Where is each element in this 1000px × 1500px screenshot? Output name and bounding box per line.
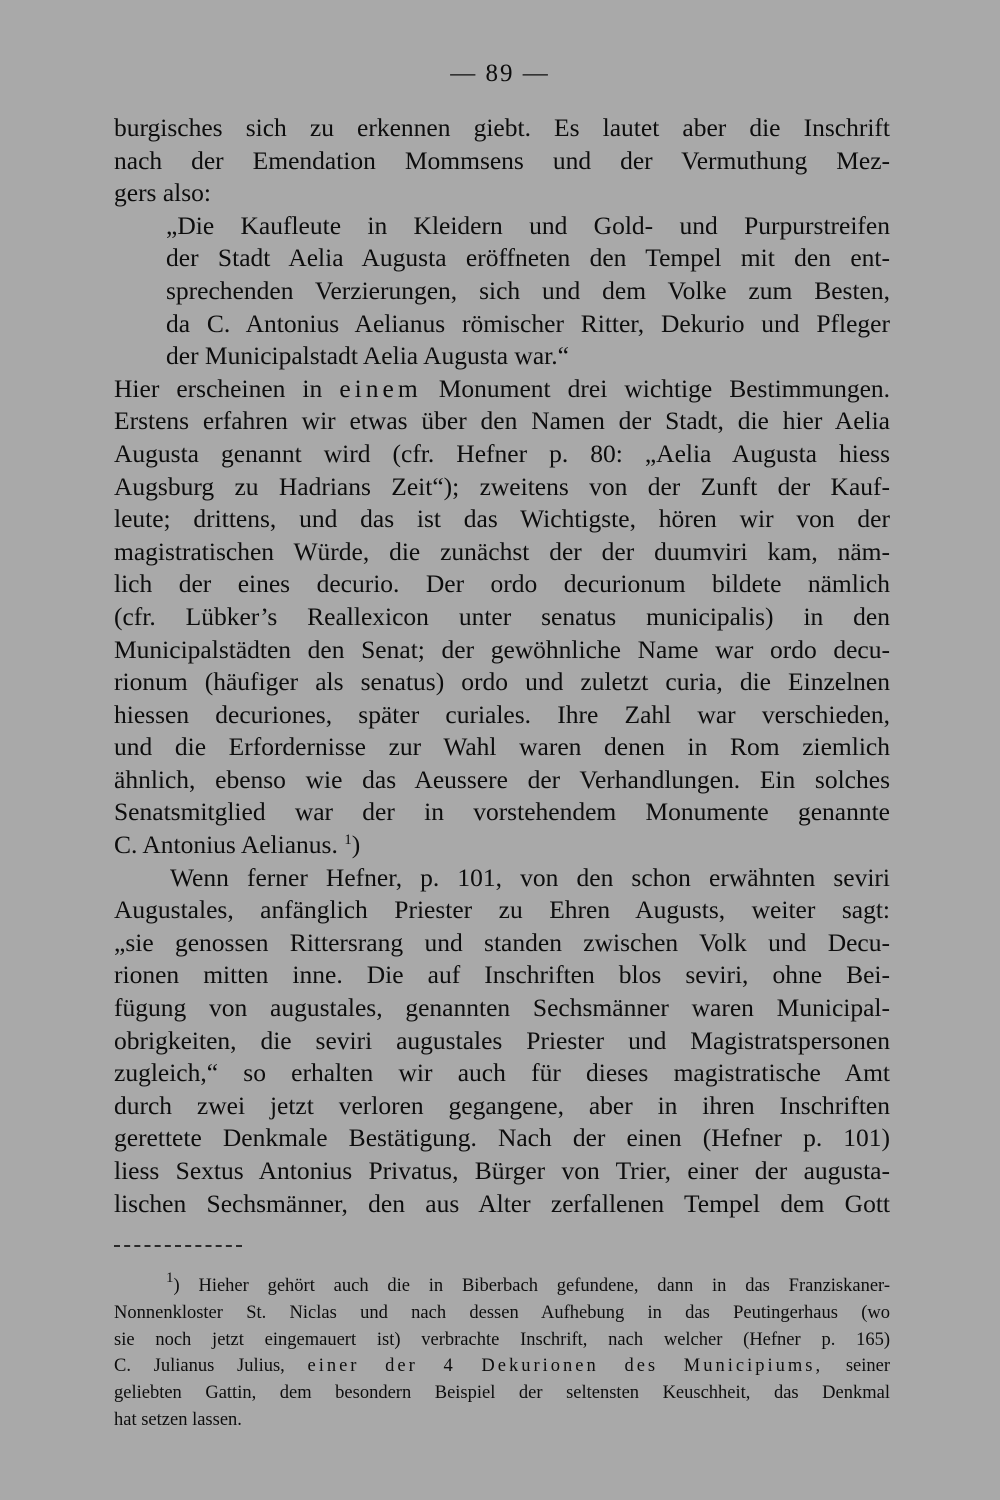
text-fragment: ) Hieher gehört auch die in Biberbach gefundene, dann in das Franziskaner- — [173, 1276, 890, 1296]
footnote-line: geliebten Gattin, dem besondern Beispiel der seltensten Keuschheit, das Denkmal — [114, 1383, 890, 1404]
emphasized-phrase: einer der 4 Dekurionen des Municipiums, — [307, 1356, 824, 1377]
text-line: magistratischen Würde, die zunächst der der duumviri kam, näm- — [114, 536, 890, 566]
footnote-line — [114, 1353, 890, 1380]
text-line: lich der eines decurio. Der ordo decurionum bildete nämlich — [114, 569, 890, 599]
text-fragment: C. Antonius Aelianus. — [114, 830, 338, 860]
text-line: rionen mitten inne. Die auf Inschriften blos seviri, ohne Bei- — [114, 960, 890, 990]
text-line: gers also: — [114, 178, 212, 208]
text-line: „sie genossen Rittersrang und standen zwischen Volk und Decu- — [114, 927, 890, 957]
text-line: lischen Sechsmänner, den aus Alter zerfallenen Tempel dem Gott — [114, 1188, 890, 1218]
text-line: obrigkeiten, die seviri augustales Priester und Magistratspersonen — [114, 1025, 890, 1055]
quote-line: da C. Antonius Aelianus römischer Ritter, Dekurio und Pfleger — [166, 308, 890, 338]
footnote-marker: 1 — [166, 1270, 174, 1286]
text-line: (cfr. Lübker’s Reallexicon unter senatus municipalis) in den — [114, 601, 890, 631]
text-line: burgisches sich zu erkennen giebt. Es lautet aber die Inschrift — [114, 113, 890, 142]
text-line: Wenn ferner Hefner, p. 101, von den schon erwähnten seviri — [170, 862, 890, 892]
page-number: — 89 — — [450, 60, 550, 87]
text-line: Augusta genannt wird (cfr. Hefner p. 80: „Aelia Augusta hiess — [114, 438, 890, 468]
footnote-line: hat setzen lassen. — [114, 1409, 242, 1430]
text-line: Senatsmitglied war der in vorstehendem Monumente genannte — [114, 797, 890, 827]
text-line: Municipalstädten den Senat; der gewöhnliche Name war ordo decu- — [114, 634, 890, 664]
text-line — [114, 373, 890, 406]
text-line: fügung von augustales, genannten Sechsmänner waren Municipal- — [114, 993, 890, 1023]
text-line: ähnlich, ebenso wie das Aeussere der Verhandlungen. Ein solches — [114, 764, 890, 794]
footnote — [114, 1270, 890, 1434]
quote-line: der Stadt Aelia Augusta eröffneten den Tempel mit den ent- — [166, 243, 890, 273]
text-line: leute; drittens, und das ist das Wichtigste, hören wir von der — [114, 504, 890, 534]
text-line: Augsburg zu Hadrians Zeit“); zweitens von der Zunft der Kauf- — [114, 471, 890, 501]
main-text — [114, 112, 890, 1220]
text-line — [114, 829, 890, 862]
text-fragment: ) — [351, 830, 361, 860]
text-line: gerettete Denkmale Bestätigung. Nach der einen (Hefner p. 101) — [114, 1123, 890, 1153]
text-line: nach der Emendation Mommsens und der Vermuthung Mez- — [114, 145, 890, 175]
text-line: durch zwei jetzt verloren gegangene, aber in ihren Inschriften — [114, 1090, 890, 1120]
footnote-reference: 1 — [344, 832, 352, 849]
text-line: rionum (häufiger als senatus) ordo und zuletzt curia, die Einzelnen — [114, 667, 890, 697]
text-line: zugleich,“ so erhalten wir auch für dieses magistratische Amt — [114, 1058, 890, 1088]
text-line: Augustales, anfänglich Priester zu Ehren Augusts, weiter sagt: — [114, 895, 890, 925]
text-line: hiessen decuriones, später curiales. Ihre Zahl war verschieden, — [114, 699, 890, 729]
emphasized-word: einem — [339, 373, 422, 403]
text-fragment: C. Julianus Julius, — [114, 1356, 285, 1377]
text-line: liess Sextus Antonius Privatus, Bürger von Trier, einer der augusta- — [114, 1156, 890, 1185]
quote-line: sprechenden Verzierungen, sich und dem Volke zum Besten, — [166, 275, 890, 305]
quote-line: der Municipalstadt Aelia Augusta war.“ — [166, 341, 569, 371]
footnote-line — [114, 1270, 890, 1300]
text-fragment: Hier erscheinen in — [114, 373, 323, 403]
text-line: und die Erfordernisse zur Wahl waren denen in Rom ziemlich — [114, 732, 890, 762]
footnote-divider — [114, 1245, 242, 1247]
footnote-line: Nonnenkloster St. Niclas und nach dessen Aufhebung in das Peutingerhaus (wo — [114, 1302, 890, 1323]
text-line: Erstens erfahren wir etwas über den Namen der Stadt, die hier Aelia — [114, 406, 890, 436]
text-fragment: seiner — [845, 1356, 890, 1377]
footnote-line: sie noch jetzt eingemauert ist) verbrachte Inschrift, nach welcher (Hefner p. 165) — [114, 1329, 890, 1350]
quote-line: „Die Kaufleute in Kleidern und Gold- und Purpurstreifen — [166, 210, 890, 240]
text-fragment: Monument drei wichtige Bestimmungen. — [438, 373, 891, 403]
